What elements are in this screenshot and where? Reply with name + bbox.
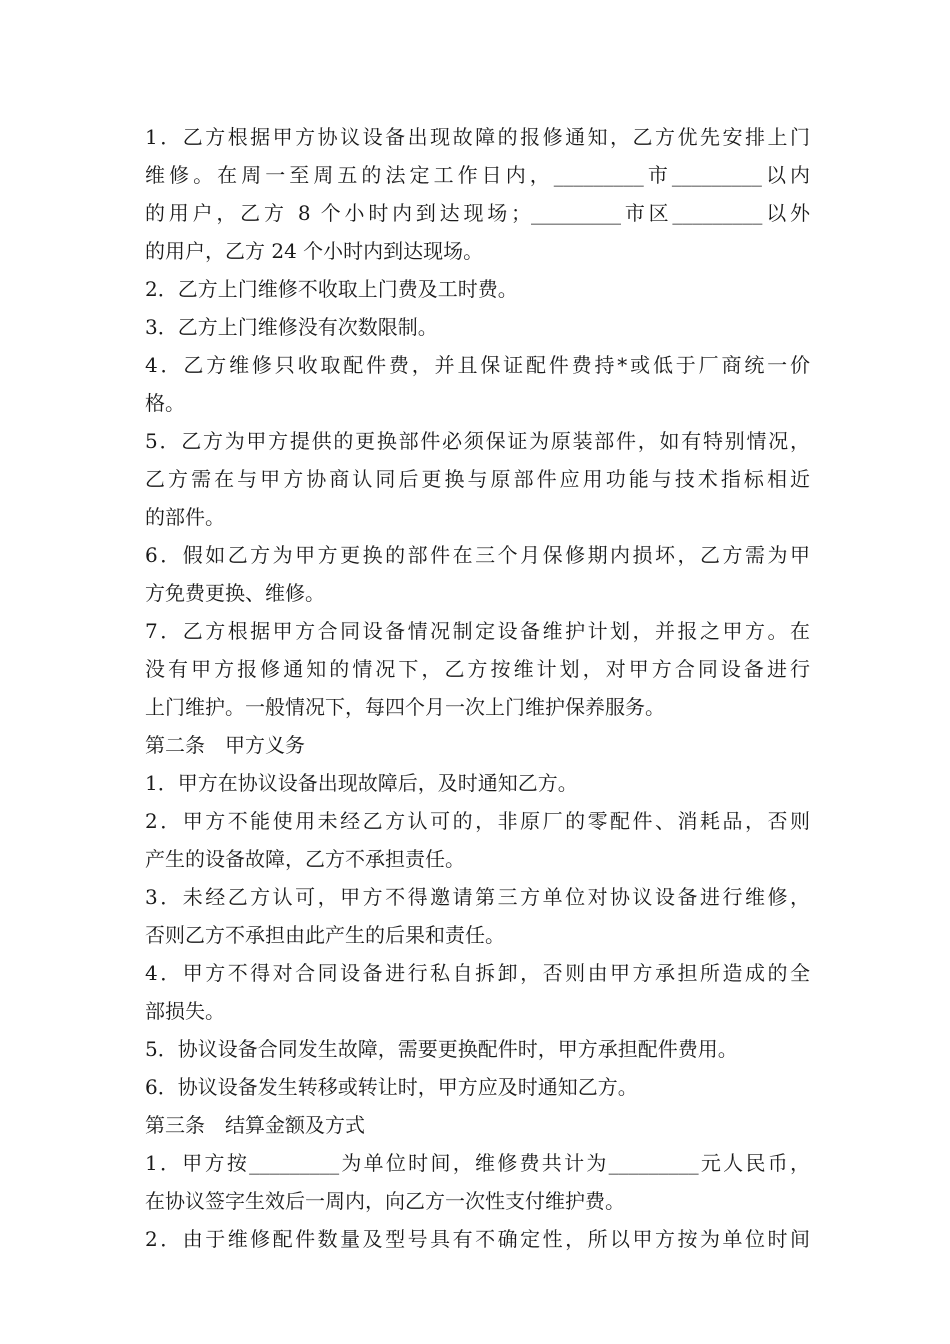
text-line: 5．协议设备合同发生故障，需要更换配件时，甲方承担配件费用。: [145, 1037, 738, 1061]
text-line: 1．乙方根据甲方协议设备出现故障的报修通知，乙方优先安排上门: [145, 125, 810, 149]
text-line: 的用户，乙方 24 个小时内到达现场。: [145, 239, 484, 263]
text-line: 2．乙方上门维修不收取上门费及工时费。: [145, 277, 518, 301]
document-page: [145, 118, 810, 1258]
text-line: 6．协议设备发生转移或转让时，甲方应及时通知乙方。: [145, 1075, 638, 1099]
text-line: 1．甲方在协议设备出现故障后，及时通知乙方。: [145, 771, 578, 795]
text-line: 第二条 甲方义务: [145, 733, 305, 757]
text-line: 2．甲方不能使用未经乙方认可的，非原厂的零配件、消耗品，否则: [145, 809, 810, 833]
text-line: 方免费更换、维修。: [145, 581, 325, 605]
text-line: 5．乙方为甲方提供的更换部件必须保证为原装部件，如有特别情况，: [145, 429, 810, 453]
text-line: 维修。在周一至周五的法定工作日内，_________市_________以内: [145, 163, 810, 187]
text-line: 产生的设备故障，乙方不承担责任。: [145, 847, 465, 871]
text-line: 6．假如乙方为甲方更换的部件在三个月保修期内损坏，乙方需为甲: [145, 543, 810, 567]
text-line: 1．甲方按_________为单位时间，维修费共计为_________元人民币，: [145, 1151, 810, 1175]
text-line: 没有甲方报修通知的情况下，乙方按维计划，对甲方合同设备进行: [145, 657, 810, 681]
text-line: 第三条 结算金额及方式: [145, 1113, 365, 1137]
text-line: 的部件。: [145, 505, 225, 529]
text-line: 部损失。: [145, 999, 225, 1023]
text-line: 7．乙方根据甲方合同设备情况制定设备维护计划，并报之甲方。在: [145, 619, 810, 643]
text-line: 4．乙方维修只收取配件费，并且保证配件费持*或低于厂商统一价: [145, 353, 810, 377]
text-line: 上门维护。一般情况下，每四个月一次上门维护保养服务。: [145, 695, 665, 719]
text-line: 2．由于维修配件数量及型号具有不确定性，所以甲方按为单位时间: [145, 1227, 810, 1251]
text-line: 格。: [145, 391, 185, 415]
text-line: 的用户，乙方 8 个小时内到达现场；_________市区_________以外: [145, 201, 810, 225]
text-line: 乙方需在与甲方协商认同后更换与原部件应用功能与技术指标相近: [145, 467, 810, 491]
text-line: 3．未经乙方认可，甲方不得邀请第三方单位对协议设备进行维修，: [145, 885, 810, 909]
text-line: 否则乙方不承担由此产生的后果和责任。: [145, 923, 505, 947]
text-line: 3．乙方上门维修没有次数限制。: [145, 315, 438, 339]
text-line: 在协议签字生效后一周内，向乙方一次性支付维护费。: [145, 1189, 625, 1213]
text-line: 4．甲方不得对合同设备进行私自拆卸，否则由甲方承担所造成的全: [145, 961, 810, 985]
